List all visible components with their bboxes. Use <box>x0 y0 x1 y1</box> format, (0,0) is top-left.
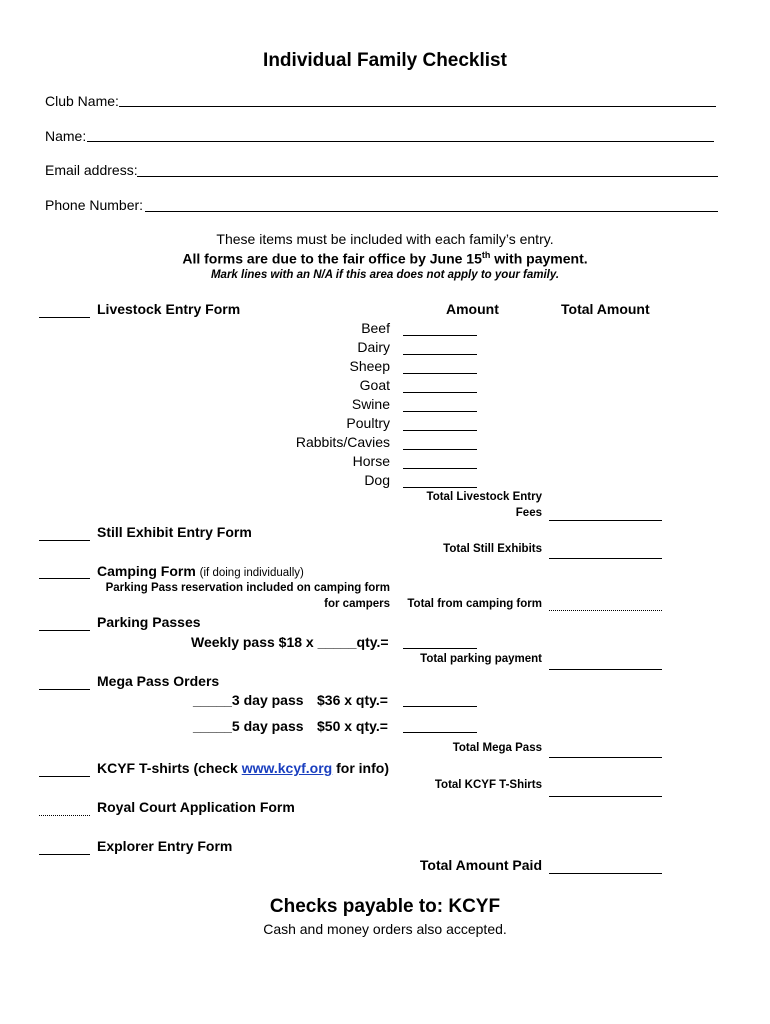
explorer-label: Explorer Entry Form <box>97 838 233 854</box>
total-mega-field[interactable] <box>549 757 662 758</box>
total-amount-paid-field[interactable] <box>549 873 662 874</box>
still-exhibit-label: Still Exhibit Entry Form <box>97 524 252 540</box>
intro-line-1: These items must be included with each family’s entry. <box>216 231 554 247</box>
five-day-pass-amount-field[interactable] <box>403 732 477 733</box>
camping-check-blank[interactable] <box>39 578 90 579</box>
page-title: Individual Family Checklist <box>263 50 507 71</box>
total-tshirts-field[interactable] <box>549 796 662 797</box>
animal-amount-field[interactable] <box>403 354 477 355</box>
total-amount-paid-label: Total Amount Paid <box>419 857 542 873</box>
total-amount-header: Total Amount <box>561 301 650 317</box>
amount-header: Amount <box>446 301 499 317</box>
intro-line-2-end: with payment. <box>490 250 588 267</box>
livestock-label: Livestock Entry Form <box>97 301 241 317</box>
animal-label: Horse <box>352 453 390 469</box>
animal-label: Rabbits/Cavies <box>295 434 390 450</box>
total-livestock-label-1: Total Livestock Entry <box>426 491 542 503</box>
name-label: Name: <box>45 128 87 144</box>
tshirts-label-end: for info) <box>332 760 389 776</box>
animal-amount-field[interactable] <box>403 392 477 393</box>
intro-line-3: Mark lines with an N/A if this area does not apply to your family. <box>210 269 560 281</box>
total-parking-field[interactable] <box>549 669 662 670</box>
weekly-pass-label: Weekly pass $18 x _____qty.= <box>191 634 389 650</box>
animal-label: Swine <box>351 396 390 412</box>
kcyf-link[interactable]: www.kcyf.org <box>241 760 333 776</box>
intro-line-2-main: All forms are due to the fair office by June 15 <box>182 250 482 267</box>
tshirts-label: KCYF T-shirts (check <box>97 760 242 776</box>
animal-amount-field[interactable] <box>403 373 477 374</box>
camping-note-1: Parking Pass reservation included on camping form <box>105 582 390 594</box>
intro-line-2 <box>0 250 770 267</box>
animal-amount-field[interactable] <box>403 430 477 431</box>
animal-label: Dairy <box>357 339 390 355</box>
phone-field[interactable] <box>145 211 718 212</box>
parking-label: Parking Passes <box>97 614 201 630</box>
email-field[interactable] <box>137 176 718 177</box>
animal-label: Dog <box>364 472 390 488</box>
total-still-label: Total Still Exhibits <box>443 543 542 555</box>
three-day-pass-amount-field[interactable] <box>403 706 477 707</box>
animal-label: Sheep <box>349 358 390 374</box>
cash-accepted: Cash and money orders also accepted. <box>263 921 507 937</box>
animal-amount-field[interactable] <box>403 487 477 488</box>
checks-payable: Checks payable to: KCYF <box>269 896 501 917</box>
total-camping-field[interactable] <box>549 610 662 611</box>
still-exhibit-check-blank[interactable] <box>39 540 90 541</box>
camping-label-note: (if doing individually) <box>199 567 304 579</box>
royal-court-check-blank[interactable] <box>39 815 90 816</box>
total-tshirts-label: Total KCYF T-Shirts <box>434 779 542 791</box>
camping-label: Camping Form <box>97 563 196 579</box>
mega-pass-check-blank[interactable] <box>39 689 90 690</box>
three-day-pass-label: _____3 day pass <box>193 692 304 708</box>
five-day-pass-price: $50 x qty.= <box>317 718 388 734</box>
livestock-check-blank[interactable] <box>39 317 90 318</box>
phone-label: Phone Number: <box>45 197 144 213</box>
total-livestock-label-2: Fees <box>515 507 542 519</box>
animal-amount-field[interactable] <box>403 411 477 412</box>
animal-label: Beef <box>361 320 390 336</box>
club-name-label: Club Name: <box>45 93 119 109</box>
animal-amount-field[interactable] <box>403 468 477 469</box>
camping-label-row <box>97 563 304 579</box>
animal-label: Poultry <box>346 415 390 431</box>
animal-amount-field[interactable] <box>403 335 477 336</box>
tshirts-check-blank[interactable] <box>39 776 90 777</box>
animal-amount-field[interactable] <box>403 449 477 450</box>
email-label: Email address: <box>45 162 138 178</box>
tshirts-label-row <box>97 760 389 776</box>
total-camping-label: Total from camping form <box>407 598 542 610</box>
club-name-field[interactable] <box>119 106 716 107</box>
total-livestock-field[interactable] <box>549 520 662 521</box>
royal-court-label: Royal Court Application Form <box>97 799 295 815</box>
intro-line-2-sup: th <box>481 250 491 260</box>
total-mega-label: Total Mega Pass <box>452 742 542 754</box>
five-day-pass-label: _____5 day pass <box>193 718 304 734</box>
parking-check-blank[interactable] <box>39 630 90 631</box>
camping-note-2: for campers <box>324 598 390 610</box>
explorer-check-blank[interactable] <box>39 854 90 855</box>
mega-pass-label: Mega Pass Orders <box>97 673 220 689</box>
total-still-field[interactable] <box>549 558 662 559</box>
name-field[interactable] <box>87 141 714 142</box>
total-parking-label: Total parking payment <box>420 653 542 665</box>
three-day-pass-price: $36 x qty.= <box>317 692 388 708</box>
animal-label: Goat <box>359 377 390 393</box>
weekly-pass-amount-field[interactable] <box>403 648 477 649</box>
